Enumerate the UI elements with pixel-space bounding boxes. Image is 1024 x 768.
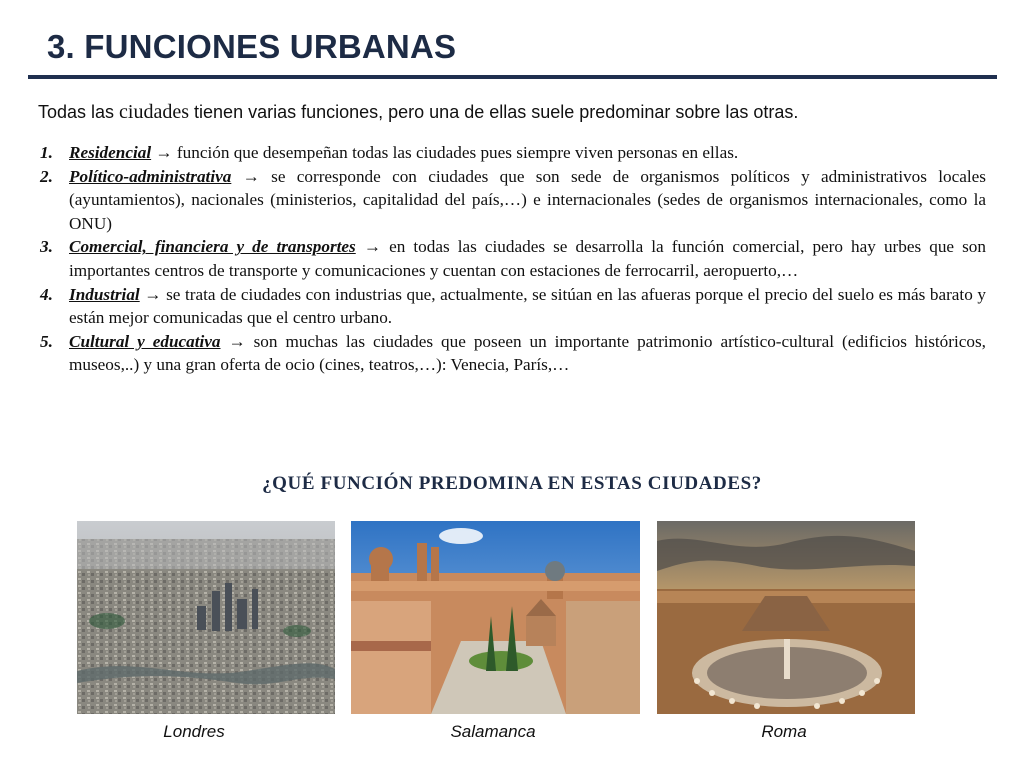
function-number: 4.	[40, 284, 53, 304]
function-description: → función que desempeñan todas las ciudades pues siempre viven personas en ellas.	[151, 143, 739, 162]
functions-list	[40, 141, 986, 377]
function-item-politico-administrativa	[40, 165, 986, 236]
function-item-comercial	[40, 235, 986, 282]
title-underline	[28, 75, 997, 79]
slide-title: 3. FUNCIONES URBANAS	[47, 28, 457, 65]
photo-salamanca	[351, 521, 640, 714]
intro-text-before: Todas las	[38, 102, 120, 122]
function-term: Residencial	[69, 143, 152, 162]
function-description: → se trata de ciudades con industrias que, actualmente, se sitúan en las afueras porque el precio del suelo es más barato y están mejor comunicadas que el centro urbano.	[69, 284, 986, 328]
function-number: 2.	[40, 166, 53, 186]
salamanca-plaza-image	[351, 521, 640, 714]
photo-roma	[657, 521, 915, 714]
function-number: 3.	[40, 237, 53, 257]
intro-text-after: tienen varias funciones, pero una de ellas suele predominar sobre las otras.	[189, 102, 799, 122]
function-term: Industrial	[69, 284, 140, 304]
function-description: → se corresponde con ciudades que son sede de organismos políticos y administrativos locales (ayuntamientos), nacionales (ministerios, capitalidad del país,…) e internacionales (sedes de organismos internacionales, como la ONU)	[69, 166, 986, 233]
function-description: → en todas las ciudades se desarrolla la función comercial, pero hay urbes que son importantes centros de transporte y comunicaciones y cuentan con estaciones de ferrocarril, aeropuerto,…	[69, 237, 986, 280]
caption-londres: Londres	[163, 722, 225, 741]
intro-highlight: ciudades	[119, 101, 190, 123]
intro-paragraph	[38, 101, 998, 124]
function-number: 5.	[40, 331, 53, 351]
caption-roma: Roma	[761, 722, 807, 741]
function-item-residencial	[40, 141, 986, 165]
caption-salamanca: Salamanca	[450, 722, 536, 741]
function-item-industrial	[40, 283, 986, 330]
function-item-cultural	[40, 330, 986, 377]
question-heading: ¿QUÉ FUNCIÓN PREDOMINA EN ESTAS CIUDADES?	[262, 473, 762, 494]
function-description: → son muchas las ciudades que poseen un importante patrimonio artístico-cultural (edificios históricos, museos,..) y una gran oferta de ocio (cines, teatros,…): Venecia, París,…	[69, 331, 986, 375]
function-term: Político-administrativa	[69, 166, 232, 186]
london-aerial-image	[77, 521, 335, 714]
function-term: Cultural y educativa	[69, 331, 221, 351]
rome-st-peters-square-image	[657, 521, 915, 714]
function-term: Comercial, financiera y de transportes	[69, 237, 356, 257]
function-number: 1.	[40, 143, 53, 162]
photo-londres	[77, 521, 335, 714]
